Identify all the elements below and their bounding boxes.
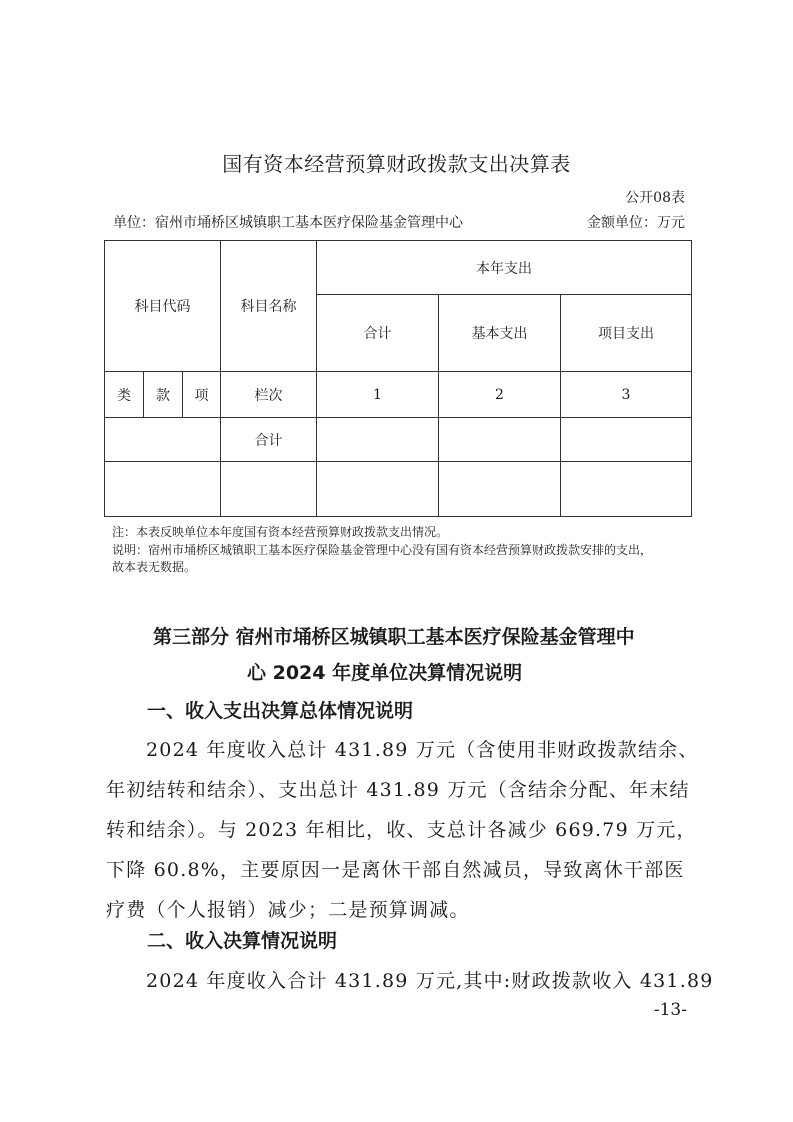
paragraph-line: 下降 60.8%，主要原因一是离休干部自然减员，导致离休干部医 bbox=[106, 859, 685, 881]
section-2-title: 二、收入决算情况说明 bbox=[147, 930, 338, 952]
cell-basic-empty bbox=[439, 418, 561, 462]
part-heading: 第三部分 宿州市埇桥区城镇职工基本医疗保险基金管理中 bbox=[153, 626, 635, 648]
section-1-title: 一、收入支出决算总体情况说明 bbox=[147, 700, 414, 722]
paragraph-line: 2024 年度收入合计 431.89 万元,其中:财政拨款收入 431.89 bbox=[146, 970, 714, 992]
paragraph-line: 转和结余）。与 2023 年相比，收、支总计各减少 669.79 万元， bbox=[106, 819, 697, 841]
cell-code-empty bbox=[105, 418, 221, 462]
table-note: 注：本表反映单位本年度国有资本经营预算财政拨款支出情况。 bbox=[112, 525, 449, 539]
table-header-row bbox=[105, 241, 692, 295]
cell-empty bbox=[105, 462, 221, 517]
expenditure-table bbox=[104, 240, 692, 517]
cell-empty bbox=[221, 462, 317, 517]
part-heading-cont: 心 2024 年度单位决算情况说明 bbox=[247, 662, 523, 684]
header-subject-name: 科目名称 bbox=[221, 241, 317, 372]
form-number: 公开08表 bbox=[625, 190, 685, 206]
table-title: 国有资本经营预算财政拨款支出决算表 bbox=[222, 152, 571, 176]
total-row-label: 合计 bbox=[221, 418, 317, 462]
table-explanation-cont: 故本表无数据。 bbox=[112, 560, 197, 574]
column-index-1: 1 bbox=[317, 372, 439, 418]
cell-empty bbox=[317, 462, 439, 517]
header-xiang: 项 bbox=[183, 372, 221, 418]
table-row-total bbox=[105, 418, 692, 462]
paragraph-line: 2024 年度收入总计 431.89 万元（含使用非财政拨款结余、 bbox=[146, 739, 699, 761]
page-number: -13- bbox=[653, 1000, 687, 1020]
header-kuan: 款 bbox=[144, 372, 183, 418]
table-explanation: 说明：宿州市埇桥区城镇职工基本医疗保险基金管理中心没有国有资本经营预算财政拨款安排的支出， bbox=[112, 543, 653, 557]
column-index-3: 3 bbox=[561, 372, 692, 418]
cell-total-empty bbox=[317, 418, 439, 462]
header-project-expenditure: 项目支出 bbox=[561, 295, 692, 372]
column-number-label: 栏次 bbox=[221, 372, 317, 418]
table-index-row bbox=[105, 372, 692, 418]
paragraph-line: 疗费（个人报销）减少；二是预算调减。 bbox=[106, 899, 470, 921]
table-row-empty bbox=[105, 462, 692, 517]
paragraph-line: 年初结转和结余）、支出总计 431.89 万元（含结余分配、年末结 bbox=[106, 779, 690, 801]
header-lei: 类 bbox=[105, 372, 144, 418]
header-total: 合计 bbox=[317, 295, 439, 372]
column-index-2: 2 bbox=[439, 372, 561, 418]
cell-empty bbox=[561, 462, 692, 517]
cell-project-empty bbox=[561, 418, 692, 462]
header-current-year-expenditure: 本年支出 bbox=[317, 241, 692, 295]
header-subject-code: 科目代码 bbox=[105, 241, 221, 372]
amount-unit-label: 金额单位：万元 bbox=[587, 215, 685, 231]
unit-label: 单位：宿州市埇桥区城镇职工基本医疗保险基金管理中心 bbox=[113, 215, 463, 231]
cell-empty bbox=[439, 462, 561, 517]
header-basic-expenditure: 基本支出 bbox=[439, 295, 561, 372]
